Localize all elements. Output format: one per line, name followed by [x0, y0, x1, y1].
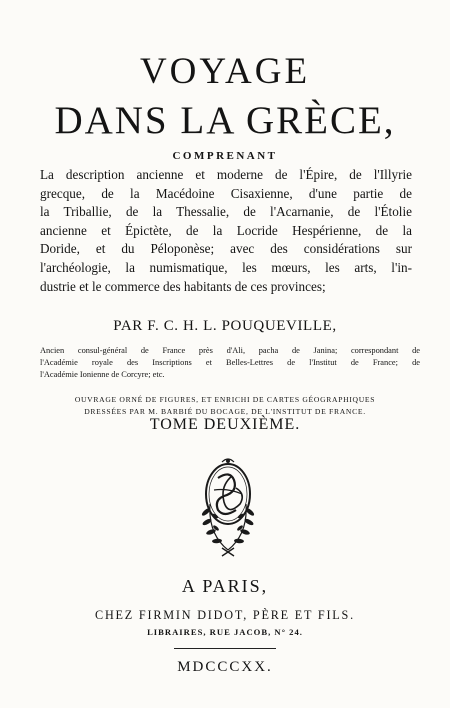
ouvrage-line: OUVRAGE ORNÉ DE FIGURES, ET ENRICHI DE CARTES GÉOGRAPHIQUES	[74, 395, 376, 404]
description-line: Doride, et du Péloponèse; avec des considérations sur	[40, 241, 412, 257]
description-line: La description ancienne et moderne de l'Épire, de l'Illyrie	[40, 167, 412, 182]
tome-label: TOME DEUXIÈME.	[149, 416, 301, 433]
description-line: dustrie et le commerce des habitants de ces provinces;	[40, 278, 326, 294]
author-credentials	[40, 345, 420, 381]
credentials-line: l'Académie Ionienne de Corcyre; etc.	[40, 370, 165, 379]
place-of-publication: A PARIS,	[181, 576, 269, 596]
title-line-2: DANS LA GRÈCE,	[54, 99, 396, 142]
divider-rule	[174, 648, 276, 649]
author-line: PAR F. C. H. L. POUQUEVILLE,	[113, 318, 337, 334]
description-line: la Triballie, de la Thessalie, de l'Acarnanie, de l'Étolie	[40, 204, 412, 220]
ouvrage-note	[0, 394, 450, 417]
description-line: grecque, de la Macédoine Cisaxienne, d'une partie de	[40, 185, 412, 201]
ouvrage-line: DRESSÉES PAR M. BARBIÉ DU BOCAGE, DE L'INSTITUT DE FRANCE.	[84, 406, 366, 416]
credentials-line: l'Académie royale des Inscriptions et Belles-Lettres de l'Institut de France; de	[40, 358, 420, 367]
publisher-address: LIBRAIRES, RUE JACOB, N° 24.	[147, 627, 303, 637]
description-paragraph	[40, 166, 412, 296]
comprenant-heading: COMPRENANT	[172, 150, 278, 162]
publisher-name: CHEZ FIRMIN DIDOT, PÈRE ET FILS.	[95, 608, 355, 622]
laurel-monogram-emblem	[188, 444, 268, 564]
description-line: l'archéologie, la numismatique, les mœurs, les arts, l'in-	[40, 259, 412, 275]
credentials-line: Ancien consul-général de France près d'Ali, pacha de Janina; correspondant de	[40, 346, 420, 355]
publication-date: MDCCCXX.	[177, 659, 273, 675]
title-line-1: VOYAGE	[139, 51, 311, 92]
description-line: ancienne et Épictète, de la Locride Hespérienne, de la	[40, 222, 412, 238]
